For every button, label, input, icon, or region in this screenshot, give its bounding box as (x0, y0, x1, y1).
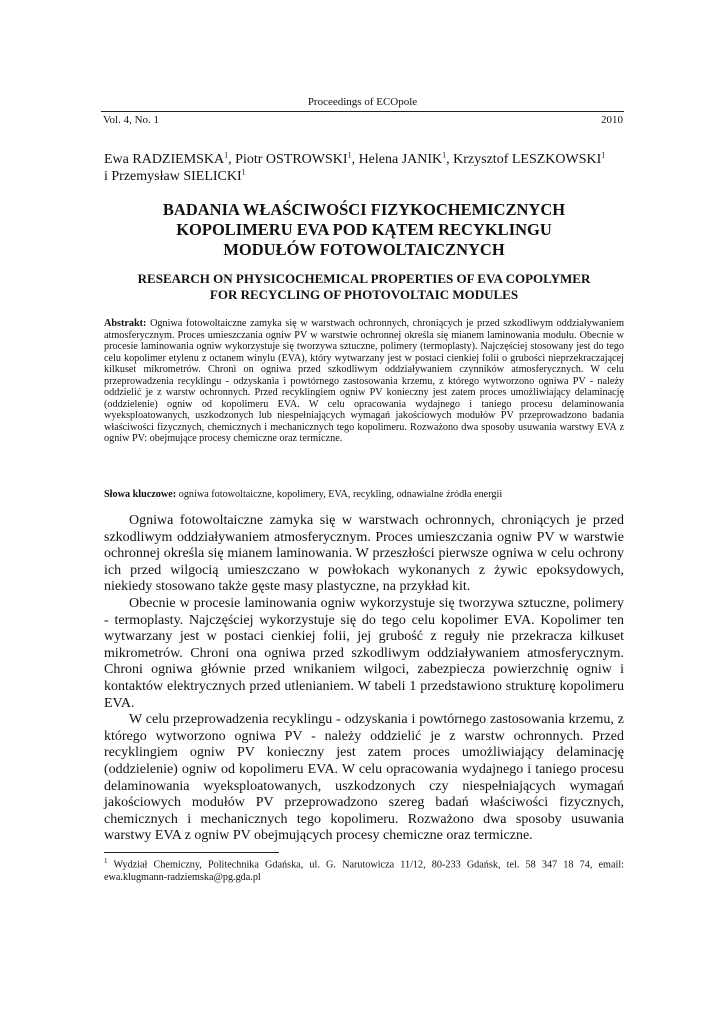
keywords-text: ogniwa fotowoltaiczne, kopolimery, EVA, recykling, odnawialne źródła energii (178, 489, 503, 500)
author-name: Przemysław SIELICKI (111, 169, 242, 184)
keywords-label: Słowa kluczowe: (104, 489, 177, 500)
abstract (104, 318, 624, 445)
author-name: Helena JANIK (358, 152, 443, 167)
affiliation-mark: 1 (241, 167, 246, 177)
footnote-rule (104, 852, 279, 853)
body-paragraph: W celu przeprowadzenia recyklingu - odzyskania i powtórnego zastosowania krzemu, z którego wytworzono ogniwa PV - należy oddzielić je z warstw ochronnych. Przed recyklingiem ogniw PV konieczny jest zatem proces umożliwiający delaminację (oddzielenie) ogniw od kopolimeru EVA. W celu opracowania wydajnego i taniego procesu delaminowania wyeksploatowanych, uszkodzonych czy niespełniających wymagań jakościowych modułów PV przeprowadzono szereg badań właściwości fizycznych, chemicznych i mechanicznych tego kopolimeru. Rozważono dwa sposoby usuwania warstwy EVA z ogniw PV obejmujących procesy chemiczne oraz termiczne. (104, 712, 624, 844)
author-name: Piotr OSTROWSKI (235, 152, 348, 167)
title-english (104, 271, 624, 303)
footnote (104, 855, 624, 884)
author-name: Ewa RADZIEMSKA (104, 152, 225, 167)
body-paragraph: Ogniwa fotowoltaiczne zamyka się w warstwach ochronnych, chroniących je przed szkodliwym oddziaływaniem atmosferycznym. Proces umieszczania ogniw PV w warstwie ochronnej określa się mianem laminowania. W przeszłości pierwsze ogniwa w celu ochrony ich przed wilgocią umieszczano w powłokach wykonanych z żywic epoksydowych, niekiedy stosowano także gęste masy plastyczne, na przykład kit. (104, 513, 624, 595)
abstract-label: Abstrakt: (104, 318, 147, 329)
author-list: Ewa RADZIEMSKA$^1$, Piotr OSTROWSKI$^1$, Helena JANIK$^1$, Krzysztof LESZKOWSKI$^1$ i Przemysław SIELICKI$^1$ (104, 150, 606, 184)
header-rule (101, 111, 624, 112)
body-paragraph: Obecnie w procesie laminowania ogniw wykorzystuje się tworzywa sztuczne, polimery - termoplasty. Najczęściej wykorzystuje się do tego celu kopolimer EVA. Kopolimer ten wytwarzany jest w postaci cienkiej folii, jej grubość z reguły nie przekracza kilkuset mikrometrów. Chroni ona ogniwa przed szkodliwym oddziaływaniem atmosferycznym. Chroni ogniwa głównie przed wnikaniem wilgoci, zabezpiecza powierzchnię ogniw i kontaktów elektrycznych przed utlenianiem. W tabeli 1 przedstawiono strukturę kopolimeru EVA. (104, 595, 624, 711)
title-polish-line: BADANIA WŁAŚCIWOŚCI FIZYKOCHEMICZNYCH (162, 200, 566, 219)
affiliation-mark: 1 (442, 150, 447, 160)
footnote-mark: 1 (104, 857, 108, 865)
title-english-line: FOR RECYCLING OF PHOTOVOLTAIC MODULES (209, 287, 519, 302)
volume-issue: Vol. 4, No. 1 (103, 114, 160, 126)
title-english-line: RESEARCH ON PHYSICOCHEMICAL PROPERTIES OF EVA COPOLYMER (137, 271, 591, 286)
author-name: Krzysztof LESZKOWSKI (453, 152, 602, 167)
journal-name: Proceedings of ECOpole (307, 96, 418, 108)
keywords (104, 489, 624, 501)
affiliation-mark: 1 (347, 150, 352, 160)
affiliation-mark: 1 (601, 150, 606, 160)
footnote-text: Wydział Chemiczny, Politechnika Gdańska, ul. G. Narutowicza 11/12, 80-233 Gdańsk, tel. 58 347 18 74, email: ewa.klugmann-radziemska@pg.gda.pl (104, 859, 624, 884)
publication-year: 2010 (601, 114, 623, 126)
title-polish (104, 200, 624, 260)
title-polish-line: MODUŁÓW FOTOWOLTAICZNYCH (223, 240, 505, 259)
affiliation-mark: 1 (224, 150, 229, 160)
title-polish-line: KOPOLIMERU EVA POD KĄTEM RECYKLINGU (176, 220, 552, 239)
abstract-text: Ogniwa fotowoltaiczne zamyka się w warstwach ochronnych, chroniących je przed szkodliwym oddziaływaniem atmosferycznym. Proces umieszczania ogniw PV w warstwie ochronnej określa się mianem laminowania modułu. Obecnie w procesie laminowania ogniw wykorzystuje się tworzywa sztuczne, polimery (termoplasty). Najczęściej stosowany jest do tego celu kopolimer etylenu z octanem winylu (EVA), który wytwarzany jest w postaci cienkiej folii o grubości nieprzekraczającej kilkuset mikrometrów. Chroni on ogniwa przed szkodliwym oddziaływaniem czynników atmosferycznych. W celu przeprowadzenia recyklingu - odzyskania i powtórnego zastosowania krzemu, z którego wytworzono ogniwa PV - należy oddzielić je z warstw ochronnych. Przed recyklingiem ogniw PV konieczny jest zatem proces umożliwiający delaminację (oddzielenie) ogniw od kopolimeru EVA. W celu opracowania wydajnego i taniego procesu delaminowania wyeksploatowanych, uszkodzonych lub niespełniających wymagań jakościowych modułów PV przeprowadzono badania właściwości fizycznych, chemicznych i mechanicznych tego kopolimeru. Rozważono dwa sposoby usuwania warstwy EVA z ogniw PV: obejmujące procesy chemiczne oraz termiczne. (104, 318, 624, 444)
body-text (104, 513, 624, 845)
